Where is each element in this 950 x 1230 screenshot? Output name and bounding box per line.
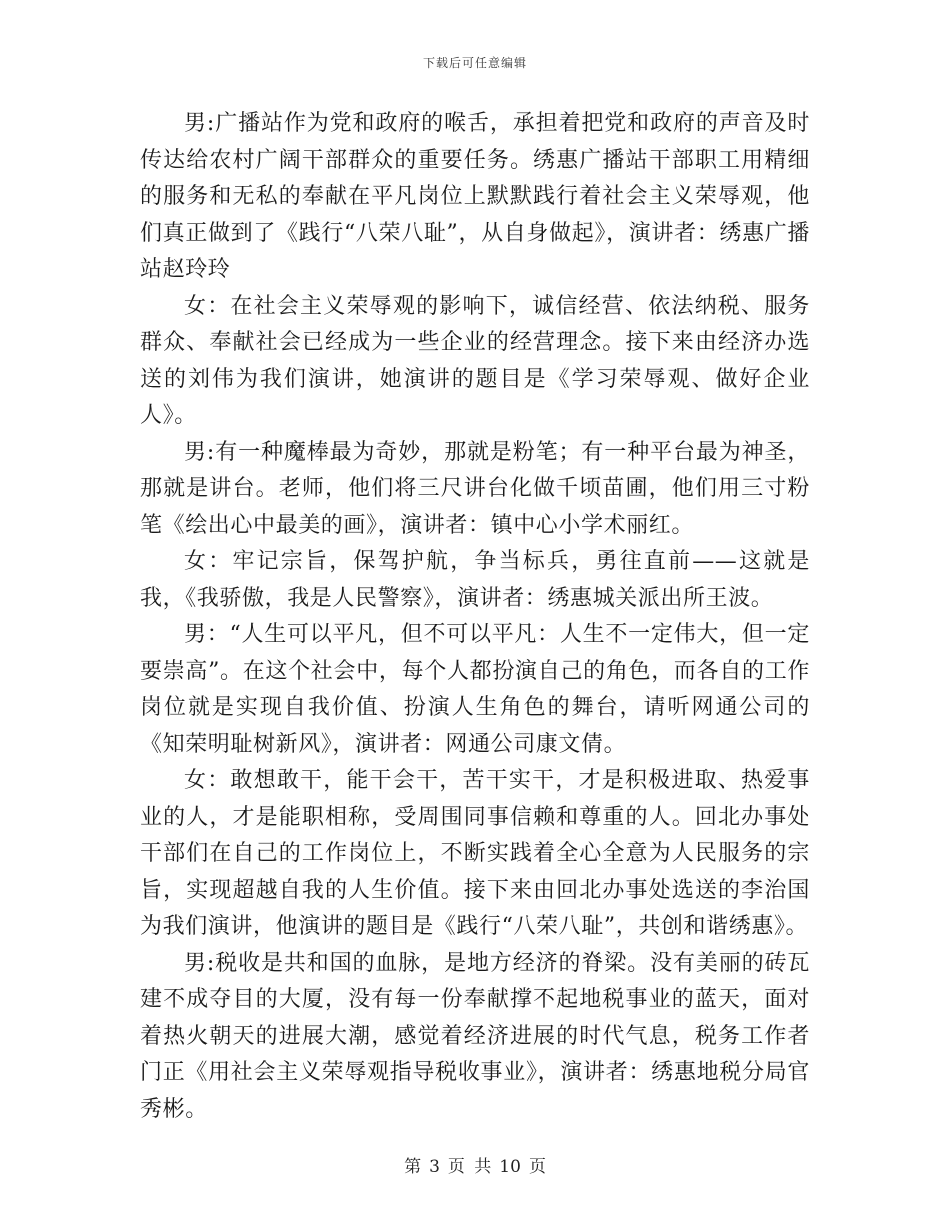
footer-current-page: 3 (429, 1157, 440, 1177)
paragraph-2: 女：在社会主义荣辱观的影响下，诚信经营、依法纳税、服务群众、奉献社会已经成为一些企业的经营理念。接下来由经济办选送的刘伟为我们演讲，她演讲的题目是《学习荣辱观、做好企业人》。 (140, 293, 810, 428)
paragraph-5: 男：“人生可以平凡，但不可以平凡：人生不一定伟大，但一定要崇高”。在这个社会中，每个人都扮演自己的角色，而各自的工作岗位就是实现自我价值、扮演人生角色的舞台，请听网通公司的《知荣明耻树新风》，演讲者：网通公司康文倩。 (140, 622, 810, 757)
document-body (140, 106, 810, 1128)
page-header: 下载后可任意编辑 (422, 56, 527, 70)
footer-prefix: 第 (404, 1157, 422, 1177)
paragraph-7: 男:税收是共和国的血脉，是地方经济的脊梁。没有美丽的砖瓦建不成夺目的大厦，没有每一份奉献撑不起地税事业的蓝天，面对着热火朝天的进展大潮，感觉着经济进展的时代气息，税务工作者门正《用社会主义荣辱观指导税收事业》，演讲者：绣惠地税分局官秀彬。 (140, 950, 810, 1122)
paragraph-4: 女：牢记宗旨，保驾护航，争当标兵，勇往直前——这就是我，《我骄傲，我是人民警察》，演讲者：绣惠城关派出所王波。 (140, 549, 810, 611)
footer-middle: 页 共 (447, 1157, 492, 1177)
paragraph-1: 男:广播站作为党和政府的喉舌，承担着把党和政府的声音及时传达给农村广阔干部群众的重要任务。绣惠广播站干部职工用精细的服务和无私的奉献在平凡岗位上默默践行着社会主义荣辱观，他们真正做到了《践行“八荣八耻”，从自身做起》，演讲者：绣惠广播站赵玲玲 (140, 111, 810, 282)
footer-total-pages: 10 (499, 1157, 521, 1177)
page-footer (0, 1152, 950, 1177)
footer-suffix: 页 (528, 1157, 546, 1177)
paragraph-3: 男:有一种魔棒最为奇妙，那就是粉笔；有一种平台最为神圣，那就是讲台。老师，他们将三尺讲台化做千顷苗圃，他们用三寸粉笔《绘出心中最美的画》，演讲者：镇中心小学术丽红。 (140, 439, 810, 538)
paragraph-6: 女：敢想敢干，能干会干，苦干实干，才是积极进取、热爱事业的人，才是能职相称，受周围同事信赖和尊重的人。回北办事处干部们在自己的工作岗位上，不断实践着全心全意为人民服务的宗旨，实现超越自我的人生价值。接下来由回北办事处选送的李治国为我们演讲，他演讲的题目是《践行“八荣八耻”，共创和谐绣惠》。 (140, 768, 810, 939)
